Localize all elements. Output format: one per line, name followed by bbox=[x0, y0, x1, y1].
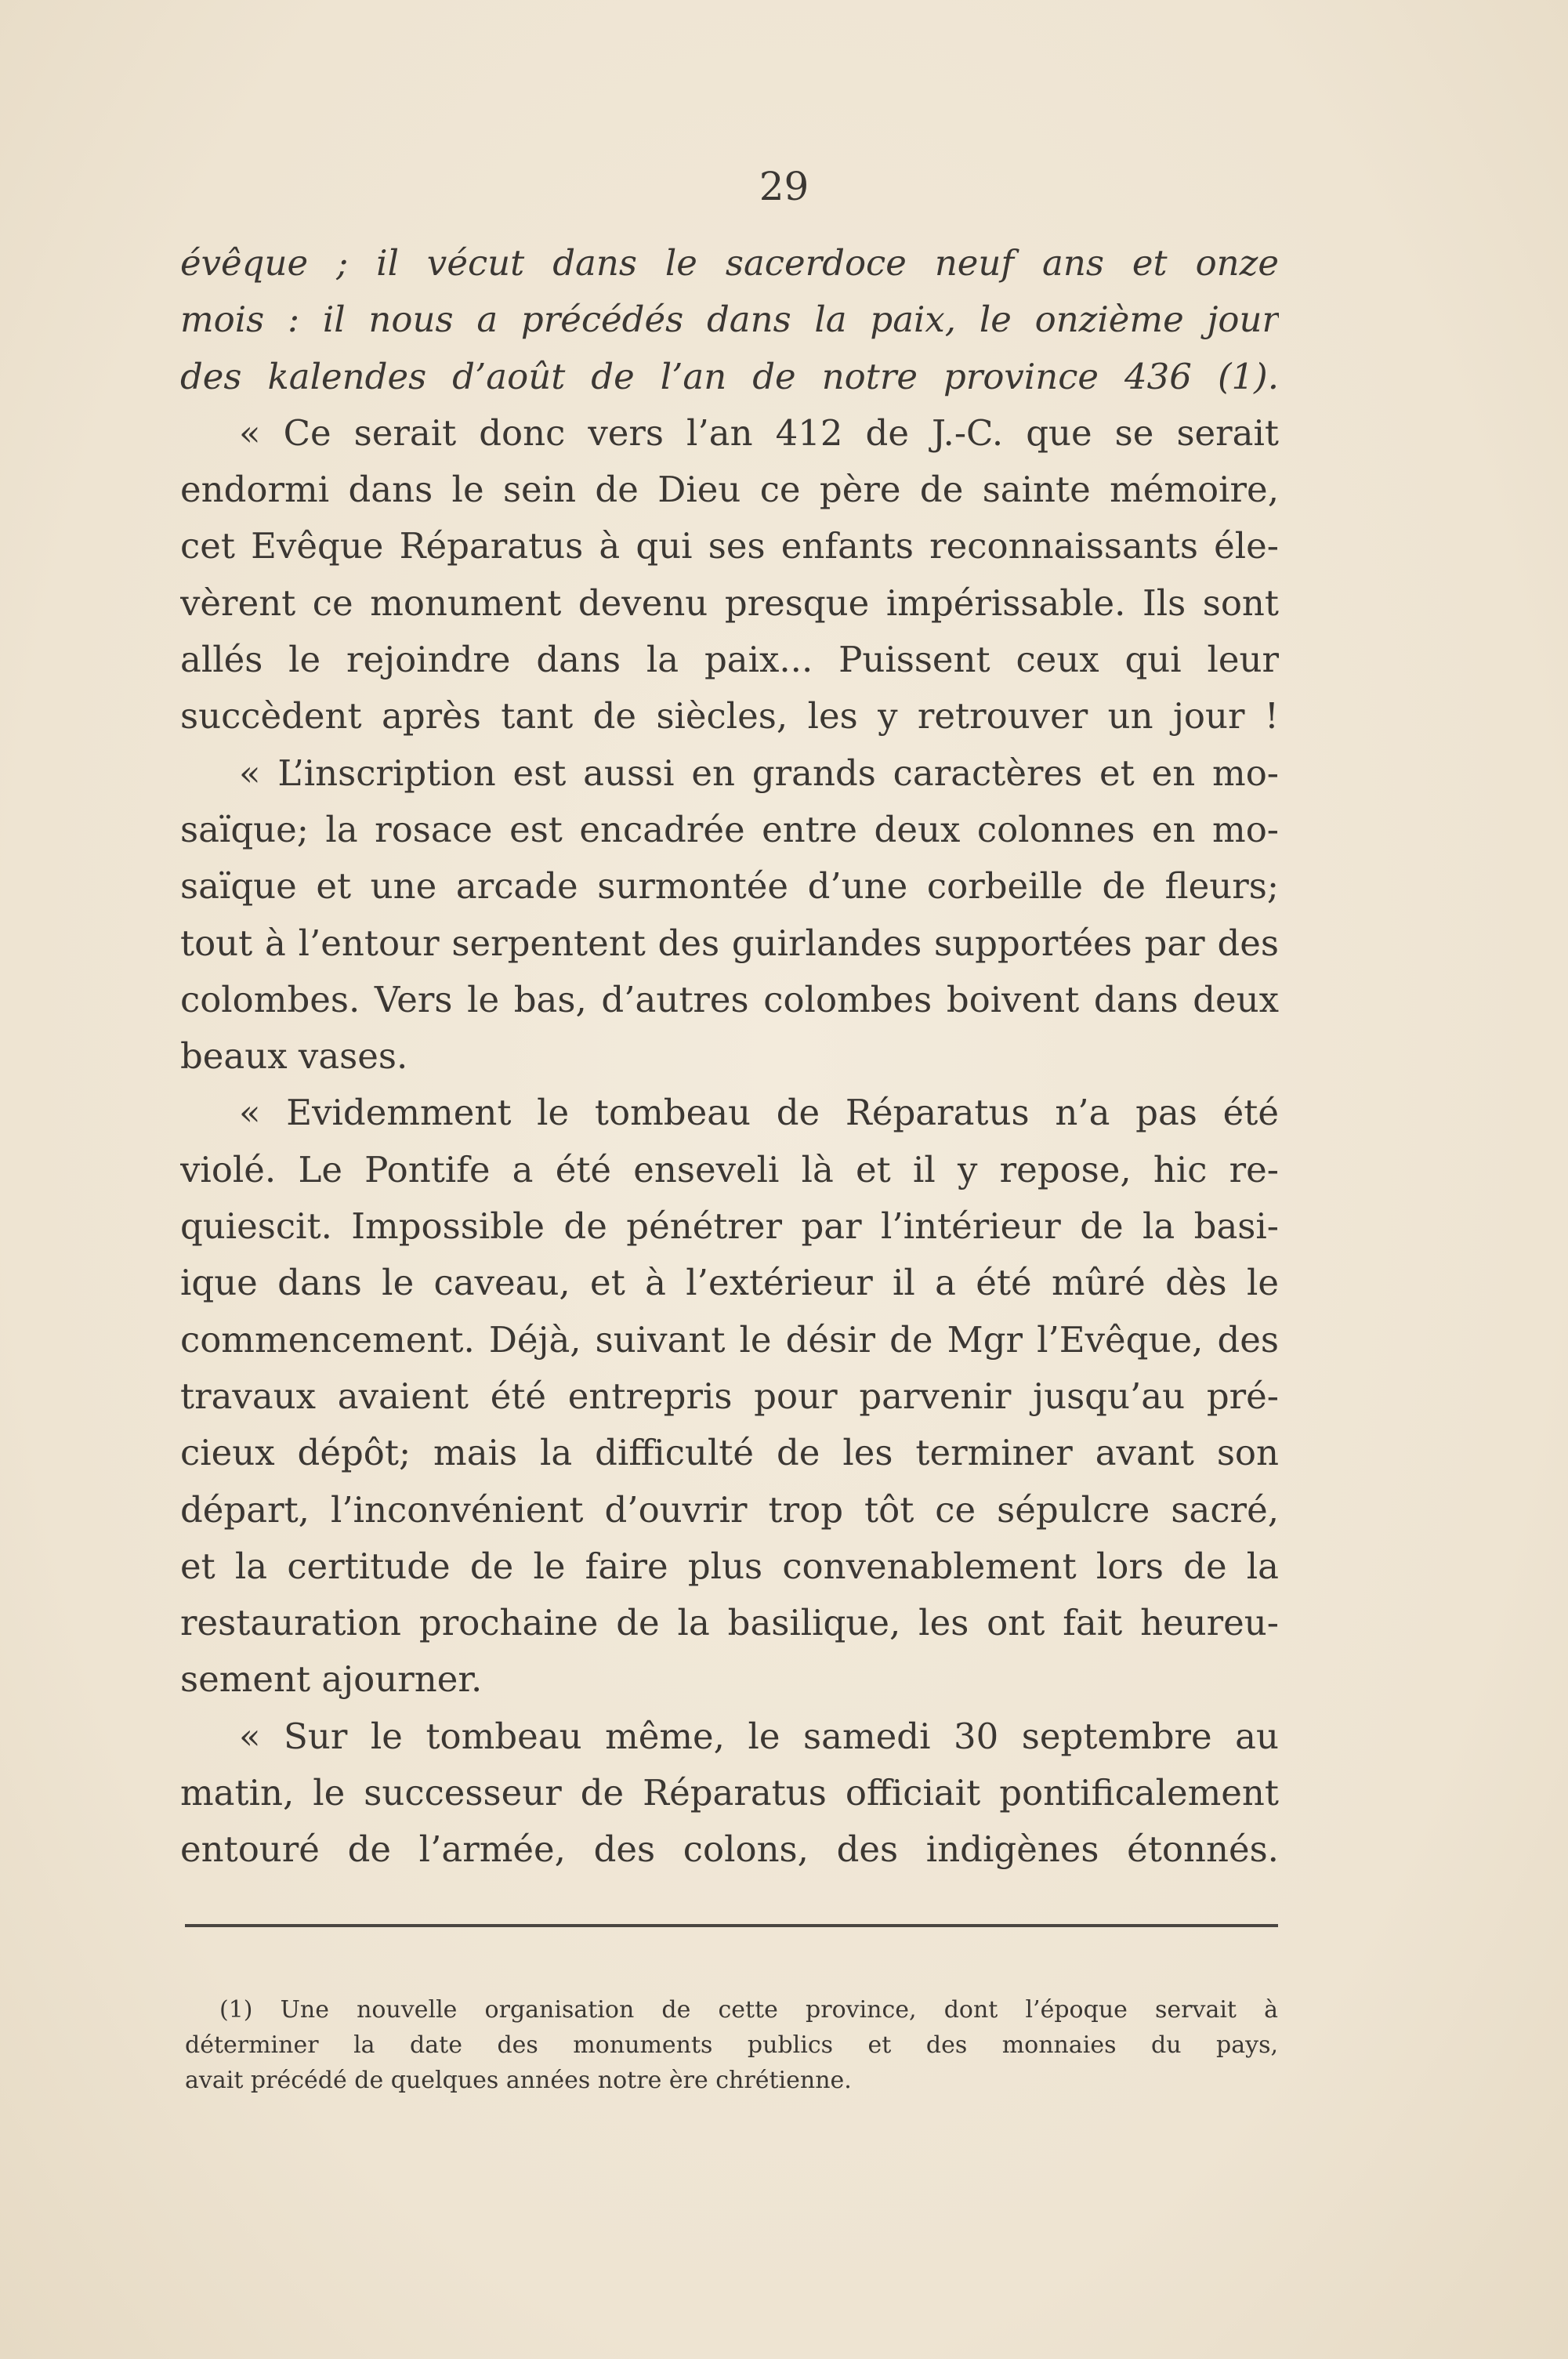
footnote bbox=[185, 1992, 1278, 2098]
body-line: départ, l’inconvénient d’ouvrir trop tôt ce sépulcre sacré, bbox=[180, 1488, 1279, 1531]
body-line: ique dans le caveau, et à l’extérieur il a été mûré dès le bbox=[180, 1262, 1279, 1304]
body-line: allés le rejoindre dans la paix... Puissent ceux qui leur bbox=[180, 639, 1279, 681]
body-line: violé. Le Pontife a été enseveli là et il y repose, hic re- bbox=[180, 1148, 1279, 1190]
body-line: succèdent après tant de siècles, les y retrouver un jour ! bbox=[180, 695, 1279, 737]
footnote-line: avait précédé de quelques années notre ère chrétienne. bbox=[185, 2067, 852, 2094]
body-line: travaux avaient été entrepris pour parvenir jusqu’au pré- bbox=[180, 1375, 1279, 1417]
paragraph-start-line: « L’inscription est aussi en grands caractères et en mo- bbox=[239, 752, 1279, 794]
paragraph-end-line: beaux vases. bbox=[180, 1035, 408, 1078]
footnote-divider bbox=[185, 1924, 1278, 1927]
body-line: colombes. Vers le bas, d’autres colombes boivent dans deux bbox=[180, 978, 1279, 1020]
body-line: endormi dans le sein de Dieu ce père de sainte mémoire, bbox=[180, 469, 1279, 511]
body-line: cieux dépôt; mais la difficulté de les terminer avant son bbox=[180, 1432, 1279, 1474]
body-line: restauration prochaine de la basilique, les ont fait heureu- bbox=[180, 1602, 1279, 1644]
body-line: saïque; la rosace est encadrée entre deux colonnes en mo- bbox=[180, 808, 1279, 850]
body-line: mois : il nous a précédés dans la paix, le onzième jour bbox=[180, 299, 1279, 341]
body-line: évêque ; il vécut dans le sacerdoce neuf ans et onze bbox=[180, 242, 1279, 284]
paragraph-start-line: « Evidemment le tombeau de Réparatus n’a pas été bbox=[239, 1092, 1279, 1134]
body-line: matin, le successeur de Réparatus officiait pontificalement bbox=[180, 1772, 1279, 1814]
body-line: et la certitude de le faire plus convenablement lors de la bbox=[180, 1545, 1279, 1587]
body-line: cet Evêque Réparatus à qui ses enfants reconnaissants éle- bbox=[180, 525, 1279, 567]
body-line: saïque et une arcade surmontée d’une corbeille de fleurs; bbox=[180, 865, 1279, 908]
footnote-line: déterminer la date des monuments publics et des monnaies du pays, bbox=[185, 2031, 1278, 2059]
paragraph-end-line: sement ajourner. bbox=[180, 1658, 483, 1701]
body-line: tout à l’entour serpentent des guirlandes supportées par des bbox=[180, 922, 1279, 964]
paragraph-start-line: « Sur le tombeau même, le samedi 30 septembre au bbox=[239, 1715, 1279, 1757]
footnote-line: (1) Une nouvelle organisation de cette province, dont l’époque servait à bbox=[219, 1996, 1278, 2024]
paragraph-start-line: « Ce serait donc vers l’an 412 de J.-C. que se serait bbox=[239, 411, 1279, 454]
page-number: 29 bbox=[759, 164, 809, 209]
body-line: quiescit. Impossible de pénétrer par l’intérieur de la basi- bbox=[180, 1205, 1279, 1248]
body-line: des kalendes d’août de l’an de notre province 436 (1). bbox=[180, 355, 1279, 397]
body-line: vèrent ce monument devenu presque impérissable. Ils sont bbox=[180, 582, 1279, 624]
body-line: commencement. Déjà, suivant le désir de Mgr l’Evêque, des bbox=[180, 1318, 1279, 1361]
body-text bbox=[180, 235, 1279, 1879]
body-line: entouré de l’armée, des colons, des indigènes étonnés. bbox=[180, 1828, 1279, 1871]
